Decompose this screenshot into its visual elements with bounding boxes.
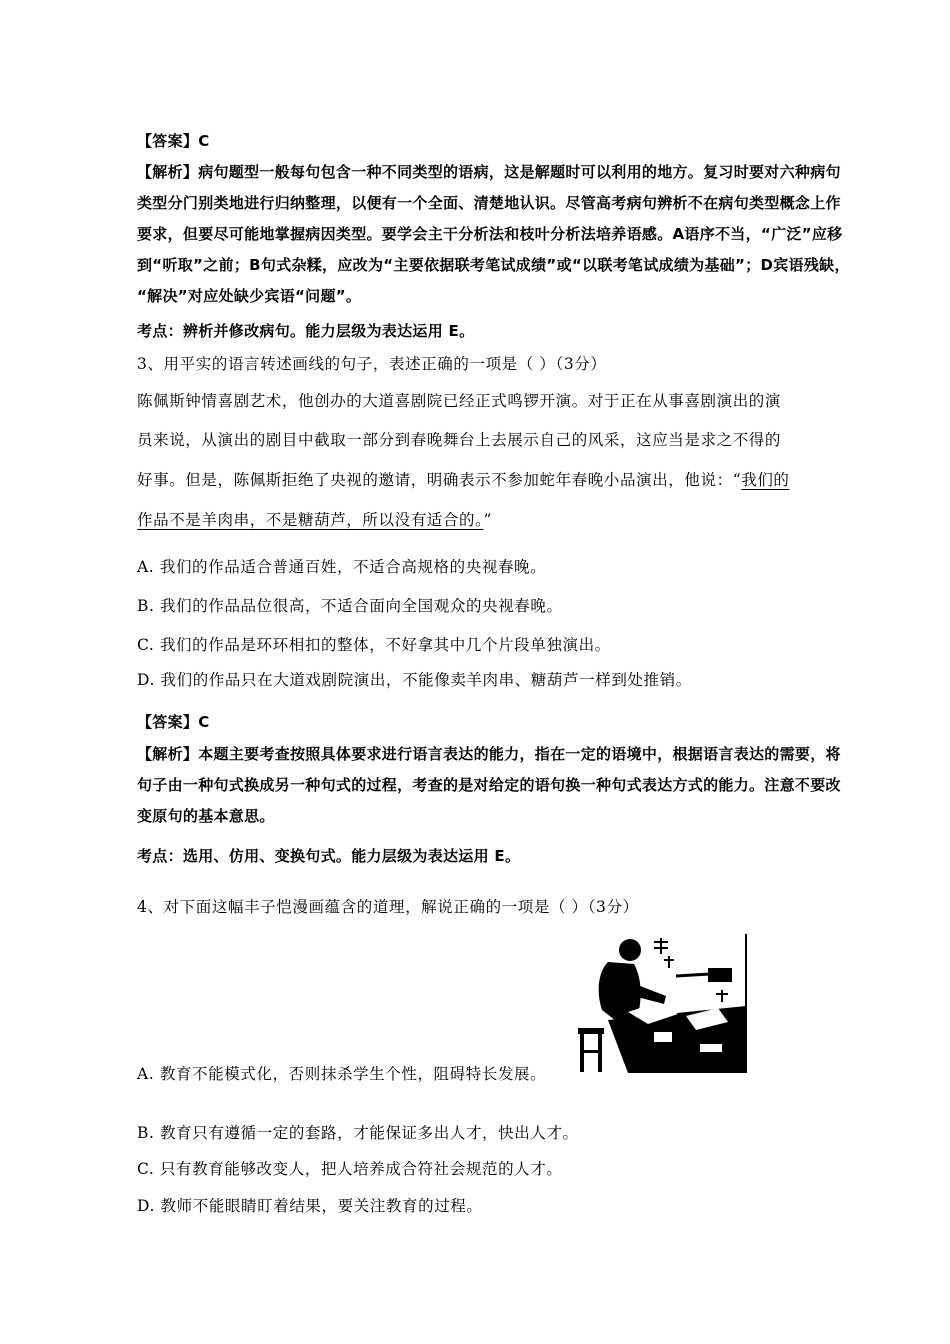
analysis-line: “解决”对应处缺少宾语“问题”。: [137, 287, 362, 305]
closing-quote: ”: [483, 511, 492, 529]
option-c: C. 只有教育能够改变人，把人培养成合符社会规范的人才。: [137, 1160, 563, 1178]
passage-line: 员来说，从演出的剧目中截取一部分到春晚舞台上去展示自己的风采，这应当是求之不得的: [137, 431, 782, 449]
analysis-line: 变原句的基本意思。: [137, 807, 275, 825]
analysis-line: 【解析】本题主要考查按照具体要求进行语言表达的能力，指在一定的语境中，根据语言表达的需要，将: [137, 745, 841, 763]
cartoon-image: [568, 932, 748, 1075]
analysis-line: 类型分门别类地进行归纳整理，以便有一个全面、清楚地认识。尽管高考病句辨析不在病句类型概念上作: [137, 194, 841, 212]
answer-label: 【答案】C: [137, 132, 210, 150]
analysis-line: 【解析】病句题型一般每句包含一种不同类型的语病，这是解题时可以利用的地方。复习时要对六种病句: [137, 163, 841, 181]
passage-line: [137, 468, 790, 490]
passage-line: 陈佩斯钟情喜剧艺术，他创办的大道喜剧院已经正式鸣锣开演。对于正在从事喜剧演出的演: [137, 392, 782, 410]
option-d: D. 我们的作品只在大道戏剧院演出，不能像卖羊肉串、糖葫芦一样到处推销。: [137, 671, 692, 689]
analysis-line: 到“听取”之前；B句式杂糅，应改为“主要依据联考笔试成绩”或“以联考笔试成绩为基础”；D宾语残缺，: [137, 256, 850, 274]
underlined-sentence-start: 我们的: [741, 471, 790, 489]
underlined-sentence: 作品不是羊肉串，不是糖葫芦，所以没有适合的。: [137, 511, 484, 529]
option-a: A. 教育不能模式化，否则抹杀学生个性，阻碍特长发展。: [137, 1065, 547, 1083]
option-c: C. 我们的作品是环环相扣的整体，不好拿其中几个片段单独演出。: [137, 636, 611, 654]
exam-point: 考点：辨析并修改病句。能力层级为表达运用 E。: [137, 322, 475, 340]
option-b: B. 我们的作品品位很高，不适合面向全国观众的央视春晚。: [137, 597, 563, 615]
passage-text: 好事。但是，陈佩斯拒绝了央视的邀请，明确表示不参加蛇年春晚小品演出，他说：“: [137, 471, 742, 489]
analysis-line: 句子由一种句式换成另一种句式的过程，考查的是对给定的语句换一种句式表达方式的能力。注意不要改: [137, 776, 841, 794]
option-a: A. 我们的作品适合普通百姓，不适合高规格的央视春晚。: [137, 558, 547, 576]
question-3: 3、用平实的语言转述画线的句子，表述正确的一项是（ ）（3分）: [137, 355, 607, 373]
answer-label: 【答案】C: [137, 713, 210, 731]
passage-line: [137, 508, 492, 530]
question-4: 4、对下面这幅丰子恺漫画蕴含的道理，解说正确的一项是（ ）（3分）: [137, 898, 639, 916]
exam-point: 考点：选用、仿用、变换句式。能力层级为表达运用 E。: [137, 847, 521, 865]
option-b: B. 教育只有遵循一定的套路，才能保证多出人才，快出人才。: [137, 1124, 579, 1142]
analysis-line: 要求，但要尽可能地掌握病因类型。要学会主干分析法和枝叶分析法培养语感。A语序不当，“广泛”应移: [137, 225, 843, 243]
option-d: D. 教师不能眼睛盯着结果，要关注教育的过程。: [137, 1197, 483, 1215]
